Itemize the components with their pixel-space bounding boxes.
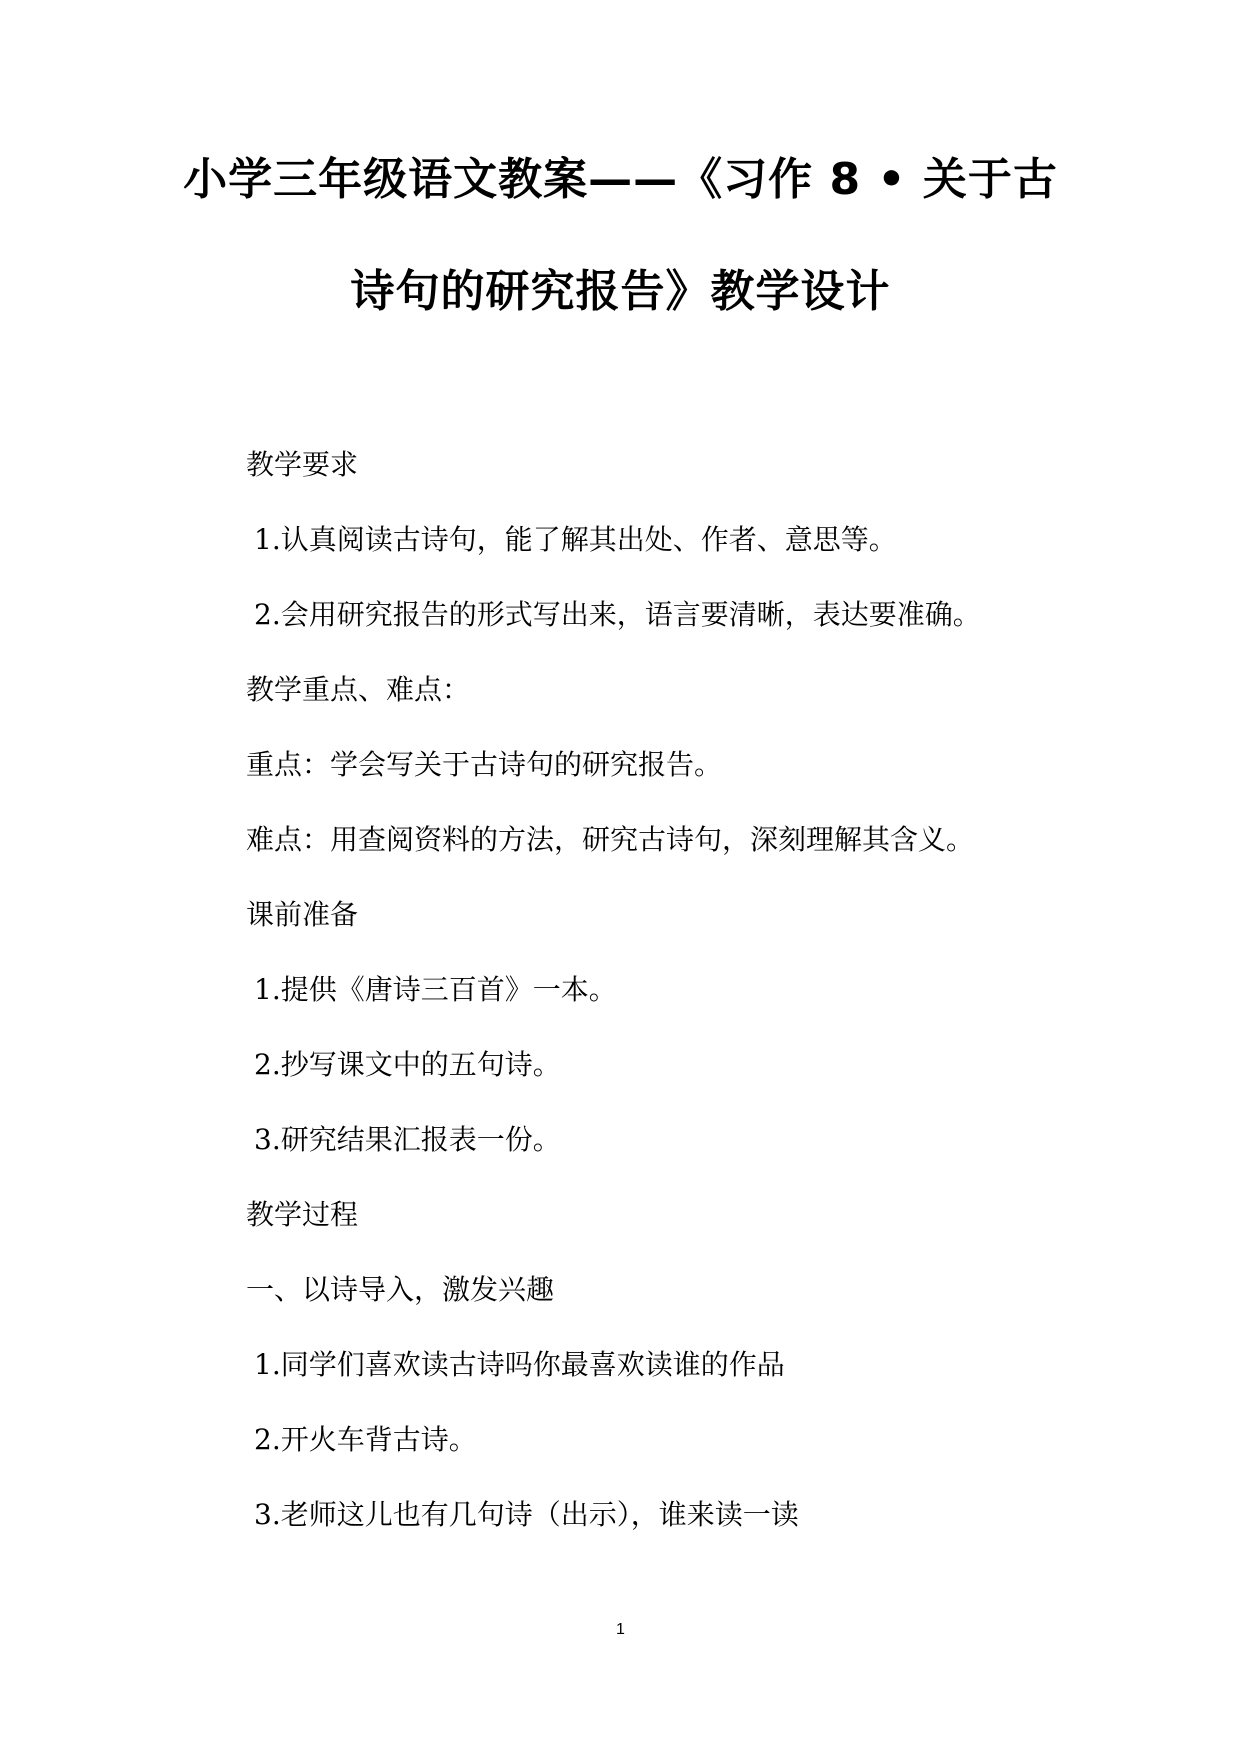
list-item: 1.认真阅读古诗句，能了解其出处、作者、意思等。 (254, 523, 897, 556)
subsection-heading: 一、以诗导入，激发兴趣 (246, 1273, 555, 1306)
list-item: 2.开火车背古诗。 (254, 1423, 477, 1456)
section-heading-key-points: 教学重点、难点： (246, 673, 471, 706)
document-title-line-2: 诗句的研究报告》教学设计 (350, 266, 891, 317)
paragraph-key-point: 重点：学会写关于古诗句的研究报告。 (246, 748, 723, 781)
list-item: 1.提供《唐诗三百首》一本。 (254, 973, 617, 1006)
list-item: 3.老师这儿也有几句诗（出示），谁来读一读 (254, 1498, 799, 1531)
page-number: 1 (616, 1621, 625, 1638)
paragraph-difficult-point: 难点：用查阅资料的方法，研究古诗句，深刻理解其含义。 (246, 823, 975, 856)
list-item: 3.研究结果汇报表一份。 (254, 1123, 561, 1156)
list-item: 1.同学们喜欢读古诗吗你最喜欢读谁的作品 (254, 1348, 785, 1381)
document-title-line-1: 小学三年级语文教案——《习作 8 • 关于古 (183, 154, 1058, 205)
section-heading-teaching-requirements: 教学要求 (246, 448, 359, 481)
section-heading-teaching-process: 教学过程 (246, 1198, 359, 1231)
list-item: 2.会用研究报告的形式写出来，语言要清晰，表达要准确。 (254, 598, 981, 631)
list-item: 2.抄写课文中的五句诗。 (254, 1048, 561, 1081)
section-heading-preparation: 课前准备 (246, 898, 359, 931)
